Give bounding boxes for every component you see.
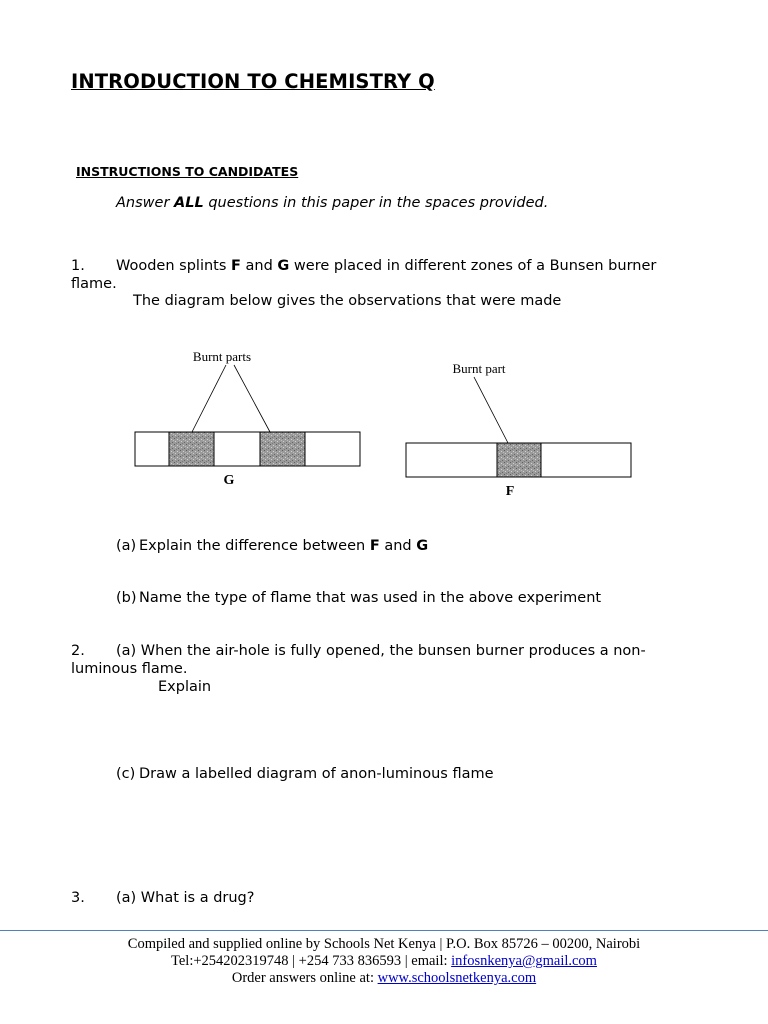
splint-g-burnt-label: Burnt parts <box>192 349 252 364</box>
q2-explain: Explain <box>158 679 212 695</box>
splint-g-pointer-left <box>192 365 226 432</box>
instructions-bold-all: ALL <box>174 195 204 211</box>
footer-line-1: Compiled and supplied online by Schools Net Kenya | P.O. Box 85726 – 00200, Nairobi <box>127 936 641 952</box>
q1-number: 1. <box>71 258 85 274</box>
splint-f-pointer <box>474 377 508 443</box>
instructions-prefix: Answer <box>116 195 175 211</box>
q1-diagram-intro: The diagram below gives the observations that were made <box>133 293 562 309</box>
splint-g <box>135 349 360 488</box>
page-title: INTRODUCTION TO CHEMISTRY Q <box>71 70 435 93</box>
q1-bold-f: F <box>231 258 241 274</box>
q1-bold-g: G <box>277 258 290 274</box>
q1a-bold-f: F <box>369 538 380 554</box>
q1-text-part1: Wooden splints <box>116 258 232 274</box>
splint-g-burnt-right <box>260 432 305 466</box>
footer-tel: Tel:+254202319748 | +254 733 836593 | email: <box>171 953 452 969</box>
q3-number: 3. <box>71 890 85 906</box>
q1a-label: (a) <box>116 538 137 554</box>
q1b-text: Name the type of flame that was used in the above experiment <box>139 590 602 606</box>
q3-text: (a) What is a drug? <box>116 890 255 906</box>
footer-order-text: Order answers online at: <box>231 970 378 986</box>
q1a-and: and <box>379 538 417 554</box>
footer-website-link[interactable]: www.schoolsnetkenya.com <box>377 970 537 986</box>
q1b-label: (b) <box>116 590 137 606</box>
splint-g-pointer-right <box>234 365 270 432</box>
footer-email-link[interactable]: infosnkenya@gmail.com <box>451 953 597 969</box>
q1a-text <box>139 537 428 555</box>
q1-text-part3: were placed in different zones of a Bunsen burner <box>289 258 657 274</box>
q1a-bold-g: G <box>416 538 429 554</box>
instructions-heading: INSTRUCTIONS TO CANDIDATES <box>76 164 299 179</box>
q1-text-part2: and <box>240 258 278 274</box>
splint-f-burnt-label: Burnt part <box>452 361 506 376</box>
splint-g-burnt-left <box>169 432 214 466</box>
q2-number: 2. <box>71 643 85 659</box>
q1-text-wrap: flame. <box>71 276 117 292</box>
footer-line-3 <box>0 970 768 987</box>
splint-f-label: F <box>505 484 515 499</box>
splint-g-label: G <box>223 473 235 488</box>
q2c-label: (c) <box>116 766 136 782</box>
q2-text-wrap: luminous flame. <box>71 661 188 677</box>
q1a-text-main: Explain the difference between <box>139 538 370 554</box>
splint-f <box>406 361 631 499</box>
q2-text: (a) When the air-hole is fully opened, the bunsen burner produces a non- <box>116 643 646 659</box>
instructions-suffix: questions in this paper in the spaces provided. <box>203 195 549 211</box>
splint-f-burnt-middle <box>497 443 541 477</box>
q2c-text: Draw a labelled diagram of anon-luminous flame <box>139 766 494 782</box>
footer-rule <box>0 930 768 931</box>
footer-line-2 <box>0 953 768 970</box>
